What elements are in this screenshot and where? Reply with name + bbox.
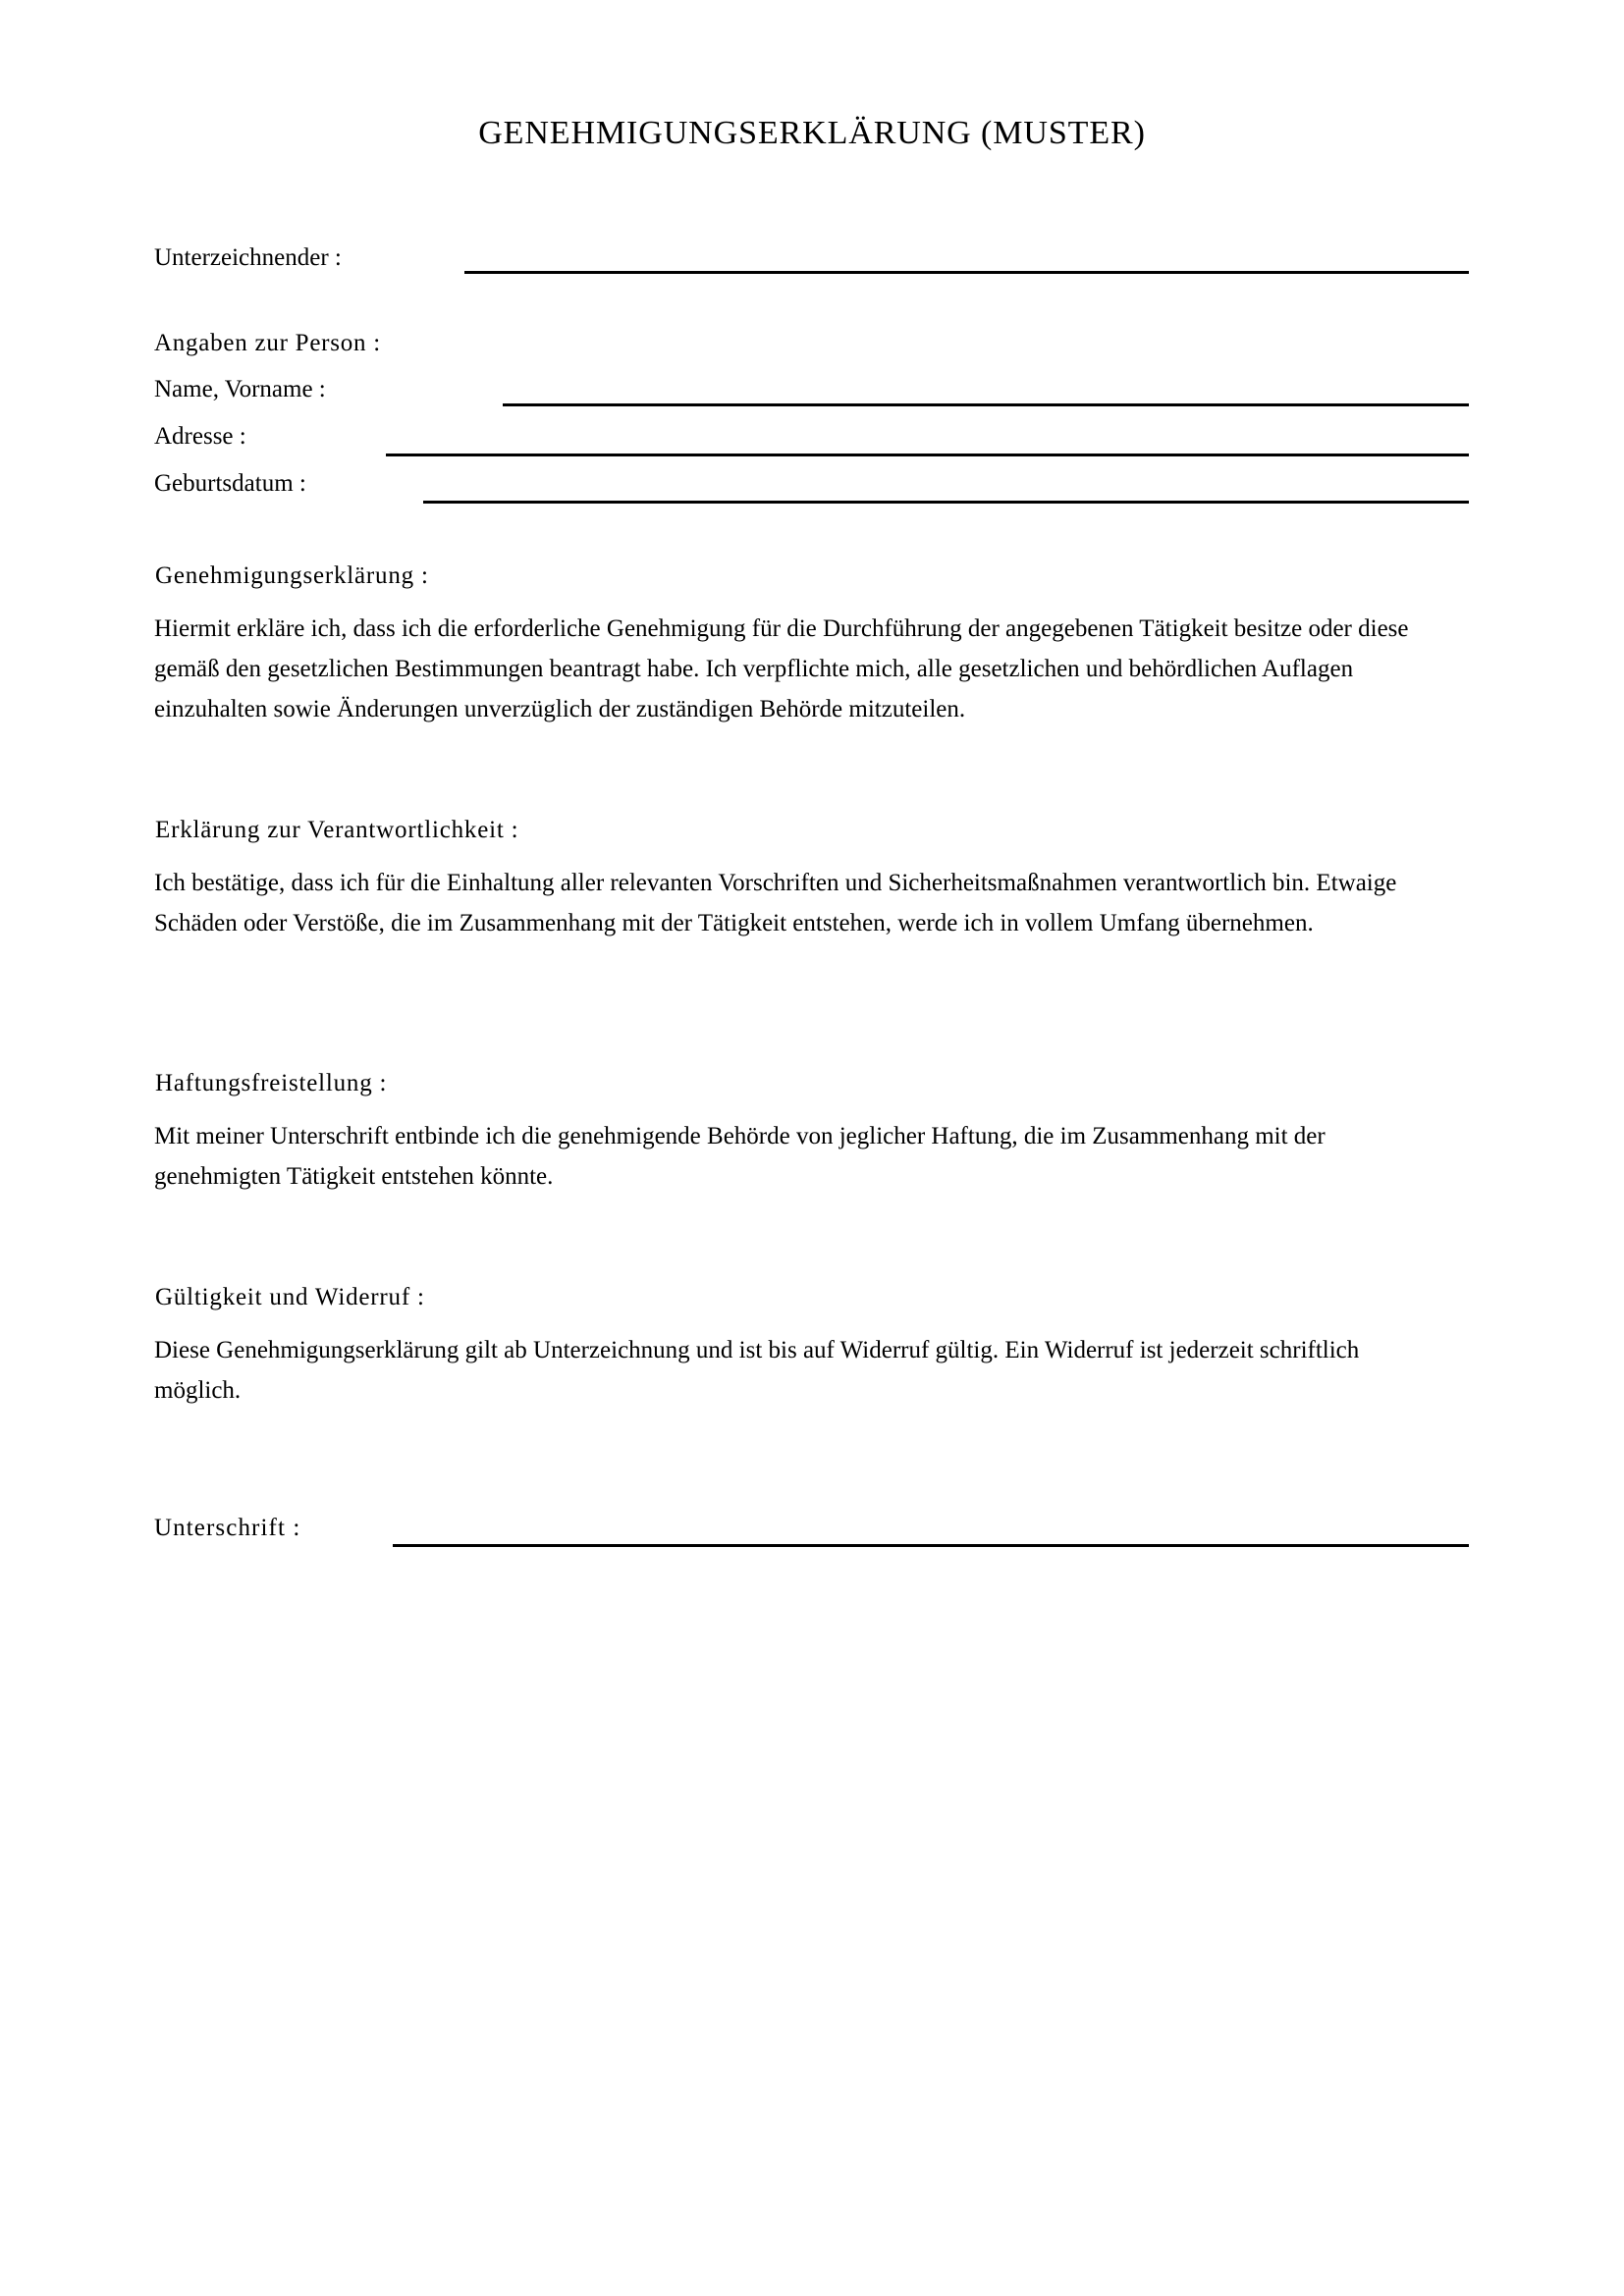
person-section-heading: Angaben zur Person :	[154, 330, 381, 356]
section-body: Hiermit erkläre ich, dass ich die erforderliche Genehmigung für die Durchführung der angegebenen Tätigkeit besitze oder diese gemäß den gesetzlichen Bestimmungen beantragt habe. Ich verpflichte mich, alle gesetzlichen und behördlichen Auflagen einzuhalten sowie Änderungen unverzüglich der zuständigen Behörde mitzuteilen.	[154, 615, 1409, 722]
field-row-signature	[154, 1512, 1469, 1555]
section-haftungsfreistellung	[154, 1067, 1440, 1197]
section-body: Diese Genehmigungserklärung gilt ab Unterzeichnung und ist bis auf Widerruf gültig. Ein Widerruf ist jederzeit schriftlich möglich.	[154, 1337, 1360, 1404]
section-heading: Gültigkeit und Widerruf :	[155, 1284, 425, 1310]
name-input-rule[interactable]	[503, 403, 1469, 406]
signer-label: Unterzeichnender :	[154, 244, 342, 271]
section-gueltigkeit-widerruf	[154, 1281, 1440, 1411]
field-row-address	[154, 420, 1469, 459]
birthdate-input-rule[interactable]	[423, 501, 1469, 504]
birthdate-label: Geburtsdatum :	[154, 470, 306, 497]
signature-input-rule[interactable]	[393, 1544, 1469, 1547]
name-label: Name, Vorname :	[154, 376, 326, 402]
address-input-rule[interactable]	[386, 454, 1469, 456]
signature-label: Unterschrift :	[154, 1515, 301, 1541]
field-row-name	[154, 373, 1469, 412]
field-row-signer	[154, 241, 1469, 281]
field-row-birthdate	[154, 467, 1469, 507]
page-title: GENEHMIGUNGSERKLÄRUNG (MUSTER)	[478, 115, 1146, 151]
section-body: Mit meiner Unterschrift entbinde ich die genehmigende Behörde von jeglicher Haftung, die im Zusammenhang mit der genehmigten Tätigkeit entstehen könnte.	[154, 1123, 1326, 1190]
section-heading: Genehmigungserklärung :	[155, 562, 429, 589]
section-genehmigungserklaerung	[154, 560, 1440, 729]
section-verantwortlichkeit	[154, 814, 1440, 943]
signer-input-rule[interactable]	[464, 271, 1469, 274]
person-section-heading-row	[154, 327, 1469, 366]
section-heading: Erklärung zur Verantwortlichkeit :	[155, 817, 519, 843]
section-heading: Haftungsfreistellung :	[155, 1070, 388, 1096]
section-body: Ich bestätige, dass ich für die Einhaltung aller relevanten Vorschriften und Sicherheitsmaßnahmen verantwortlich bin. Etwaige Schäden oder Verstöße, die im Zusammenhang mit der Tätigkeit entstehen, werde ich in vollem Umfang übernehmen.	[154, 870, 1397, 936]
address-label: Adresse :	[154, 423, 246, 450]
